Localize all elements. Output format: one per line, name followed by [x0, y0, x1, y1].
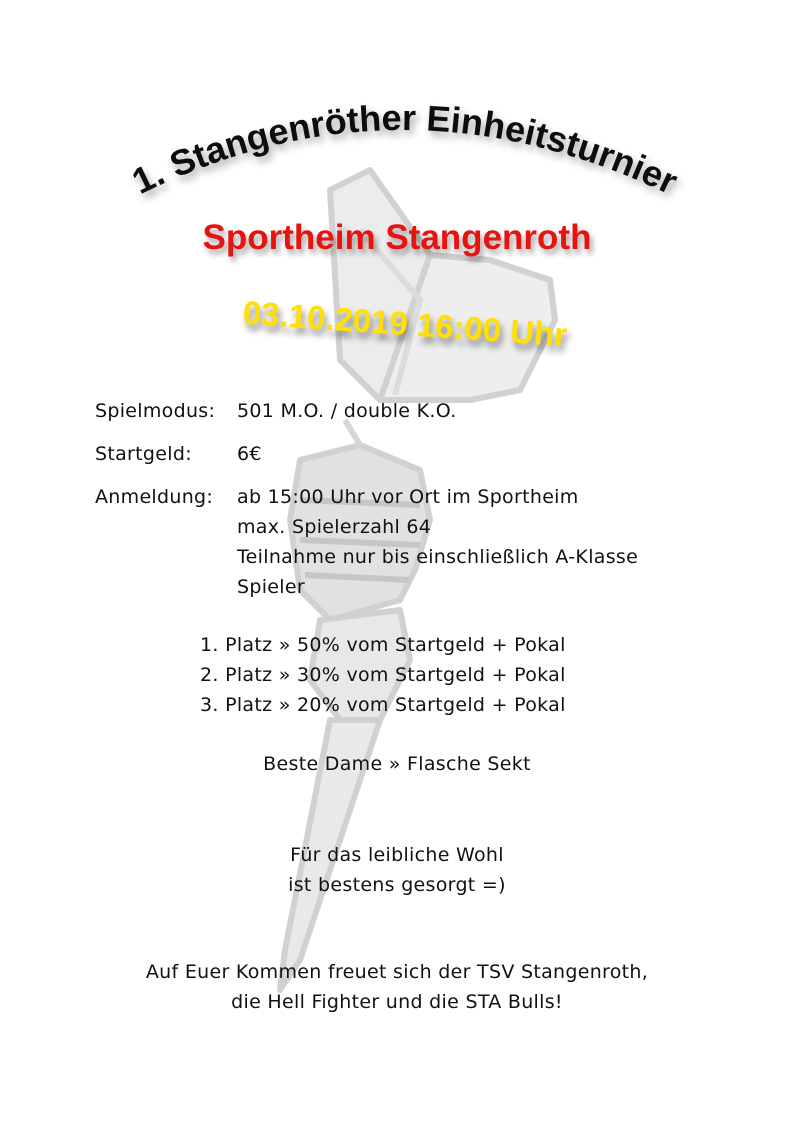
closing-line-2: die Hell Fighter und die STA Bulls! — [231, 991, 563, 1013]
detail-value: max. Spielerzahl 64 — [237, 516, 432, 538]
detail-label: Startgeld: — [95, 443, 192, 465]
detail-value: Spieler — [237, 576, 305, 598]
closing-line-1: Auf Euer Kommen freuet sich der TSV Stangenroth, — [145, 961, 649, 983]
special-prize: Beste Dame » Flasche Sekt — [263, 753, 531, 775]
detail-value: Teilnahme nur bis einschließlich A-Klasse — [237, 546, 639, 568]
prize-second: 2. Platz » 30% vom Startgeld + Pokal — [200, 664, 566, 686]
prize-third: 3. Platz » 20% vom Startgeld + Pokal — [200, 694, 566, 716]
svg-text:1. Stangenröther Einheitsturni — [126, 97, 684, 202]
event-datetime: 03.10.2019 16:00 Uhr — [241, 293, 569, 354]
detail-value: 501 M.O. / double K.O. — [237, 400, 457, 422]
detail-value: 6€ — [237, 443, 262, 465]
venue-heading: Sportheim Stangenroth — [202, 218, 592, 257]
title-text: 1. Stangenröther Einheitsturnier — [125, 96, 684, 203]
detail-label: Spielmodus: — [95, 400, 216, 422]
catering-line-1: Für das leibliche Wohl — [290, 844, 504, 866]
detail-label: Anmeldung: — [95, 486, 214, 508]
catering-line-2: ist bestens gesorgt =) — [288, 874, 506, 896]
prize-first: 1. Platz » 50% vom Startgeld + Pokal — [200, 634, 566, 656]
detail-value: ab 15:00 Uhr vor Ort im Sportheim — [237, 486, 579, 508]
